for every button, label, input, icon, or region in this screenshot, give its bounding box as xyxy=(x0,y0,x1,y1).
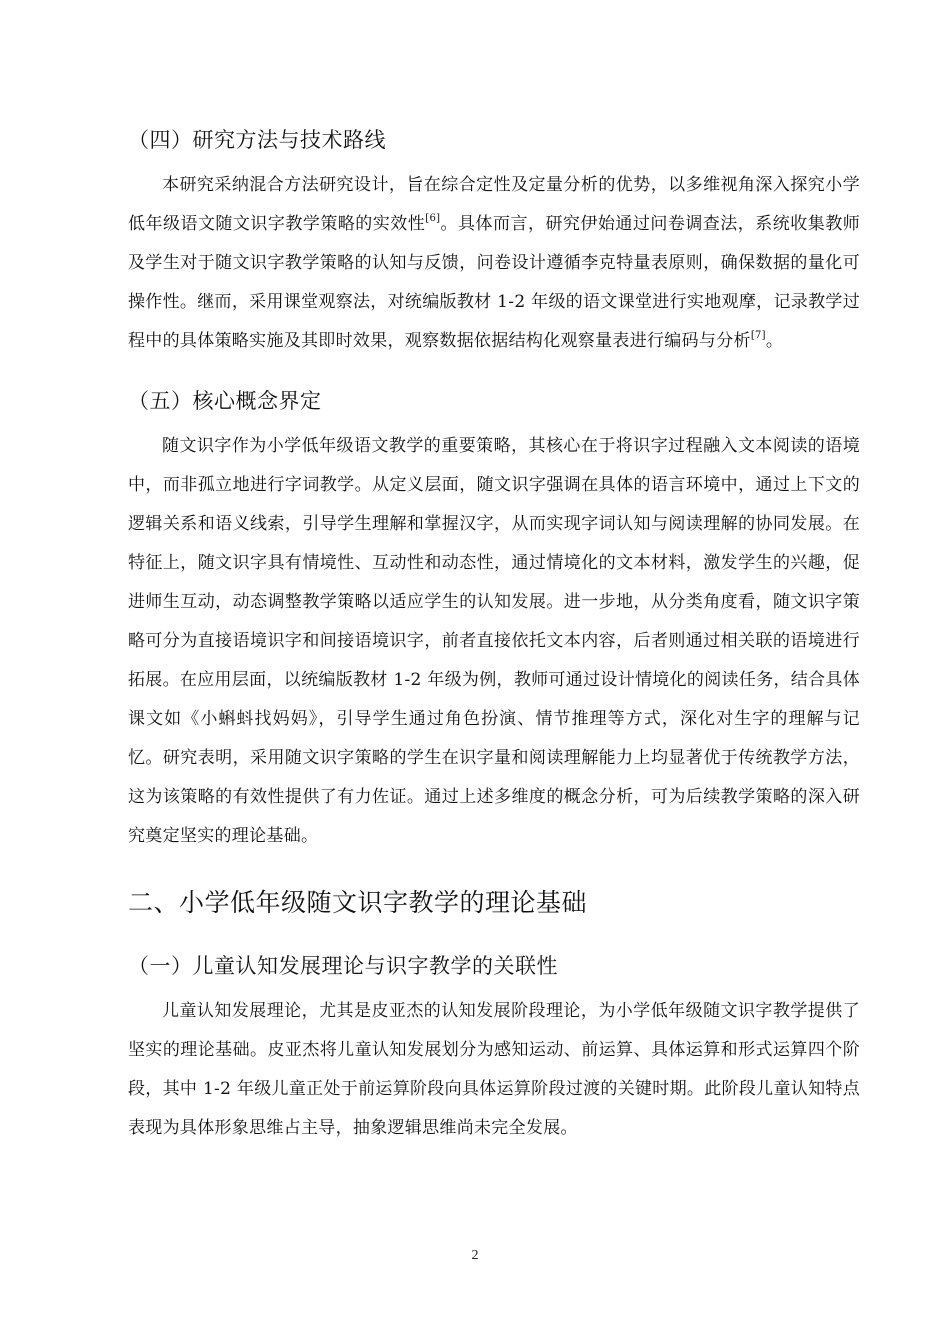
paragraph-research-methods xyxy=(128,166,860,361)
section-heading-research-methods: （四）研究方法与技术路线 xyxy=(128,128,386,152)
paragraph-core-concepts: 随文识字作为小学低年级语文教学的重要策略，其核心在于将识字过程融入文本阅读的语境中，而非孤立地进行字词教学。从定义层面，随文识字强调在具体的语言环境中，通过上下文的逻辑关系和语义线索，引导学生理解和掌握汉字，从而实现字词认知与阅读理解的协同发展。在特征上，随文识字具有情境性、互动性和动态性，通过情境化的文本材料，激发学生的兴趣，促进师生互动，动态调整教学策略以适应学生的认知发展。进一步地，从分类角度看，随文识字策略可分为直接语境识字和间接语境识字，前者直接依托文本内容，后者则通过相关联的语境进行拓展。在应用层面，以统编版教材 1-2 年级为例，教师可通过设计情境化的阅读任务，结合具体课文如《小蝌蚪找妈妈》，引导学生通过角色扮演、情节推理等方式，深化对生字的理解与记忆。研究表明，采用随文识字策略的学生在识字量和阅读理解能力上均显著优于传统教学方法，这为该策略的有效性提供了有力佐证。通过上述多维度的概念分析，可为后续教学策略的深入研究奠定坚实的理论基础。 xyxy=(128,436,860,846)
page-content xyxy=(128,120,860,1148)
section-heading-core-concepts: （五）核心概念界定 xyxy=(128,389,322,413)
paragraph-text: 。具体而言，研究伊始通过问卷调查法，系统收集教师及学生对于随文识字教学策略的认知与反馈，问卷设计遵循李克特量表原则，确保数据的量化可操作性。继而，采用课堂观察法，对统编版教材 1-2 年级的语文课堂进行实地观摩，记录教学过程中的具体策略实施及其即时效果，观察数据依据结构化观察量表进行编码与分析 xyxy=(128,214,860,351)
page-number: 2 xyxy=(471,1248,479,1263)
paragraph-cognitive-development: 儿童认知发展理论，尤其是皮亚杰的认知发展阶段理论，为小学低年级随文识字教学提供了坚实的理论基础。皮亚杰将儿童认知发展划分为感知运动、前运算、具体运算和形式运算四个阶段，其中 1-2 年级儿童正处于前运算阶段向具体运算阶段过渡的关键时期。此阶段儿童认知特点表现为具体形象思维占主导，抽象逻辑思维尚未完全发展。 xyxy=(128,1001,860,1138)
paragraph-text: 本研究采纳混合方法研究设计，旨在综合定性及定量分析的优势，以多维视角深入探究小学低年级语文随文识字教学策略的实效性 xyxy=(128,175,860,234)
citation-7: [7] xyxy=(750,330,766,341)
section-heading-cognitive-development: （一）儿童认知发展理论与识字教学的关联性 xyxy=(128,954,558,978)
citation-6: [6] xyxy=(425,213,441,224)
paragraph-text: 。 xyxy=(765,331,784,351)
chapter-heading: 二、小学低年级随文识字教学的理论基础 xyxy=(128,888,588,917)
